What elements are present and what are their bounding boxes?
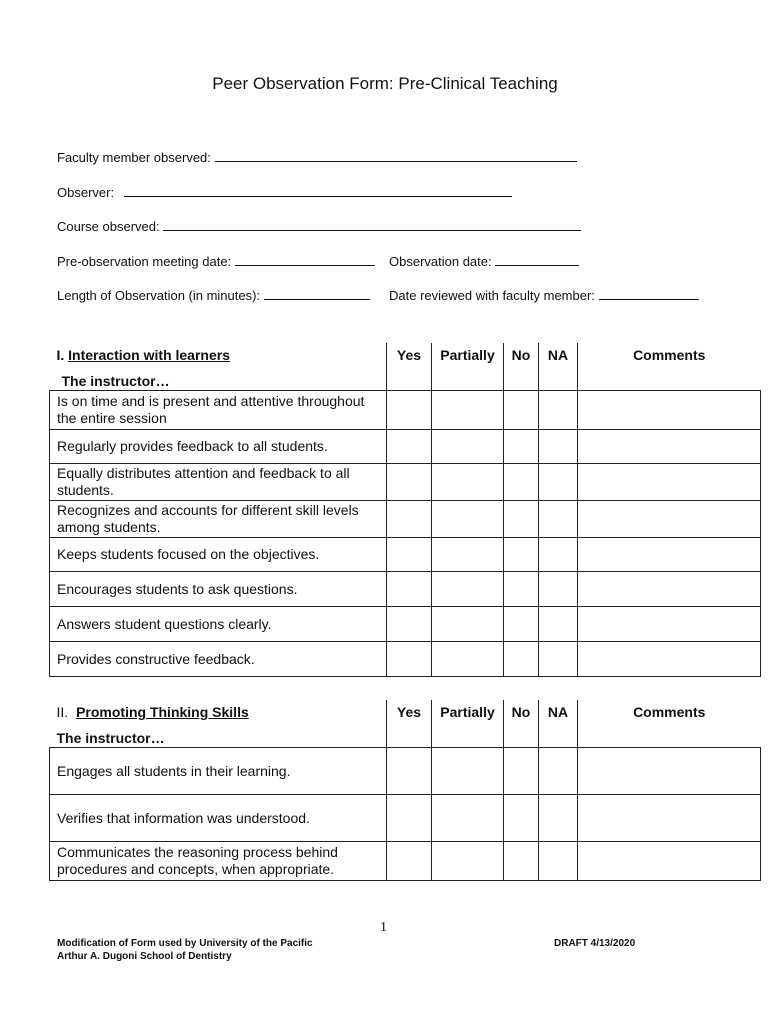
yes-cell[interactable] bbox=[387, 748, 432, 795]
na-cell[interactable] bbox=[539, 430, 578, 464]
no-cell[interactable] bbox=[504, 795, 539, 842]
partially-cell[interactable] bbox=[432, 607, 504, 642]
table-row bbox=[50, 391, 761, 430]
observer-field bbox=[57, 185, 512, 200]
section-1-number: I. bbox=[56, 347, 65, 363]
section-2-title: Promoting Thinking Skills bbox=[76, 704, 249, 720]
yes-cell[interactable] bbox=[387, 391, 432, 430]
no-cell[interactable] bbox=[504, 430, 539, 464]
comments-cell[interactable] bbox=[578, 538, 761, 572]
reviewed-field bbox=[389, 288, 699, 303]
col-no: No bbox=[504, 700, 539, 748]
table-row bbox=[50, 538, 761, 572]
partially-cell[interactable] bbox=[432, 391, 504, 430]
na-cell[interactable] bbox=[539, 464, 578, 501]
partially-cell[interactable] bbox=[432, 642, 504, 677]
no-cell[interactable] bbox=[504, 501, 539, 538]
col-no: No bbox=[504, 343, 539, 391]
yes-cell[interactable] bbox=[387, 538, 432, 572]
na-cell[interactable] bbox=[539, 795, 578, 842]
partially-cell[interactable] bbox=[432, 430, 504, 464]
partially-cell[interactable] bbox=[432, 795, 504, 842]
footer-line-2: Arthur A. Dugoni School of Dentistry bbox=[57, 951, 232, 962]
faculty-field bbox=[57, 150, 577, 165]
criterion-label: Provides constructive feedback. bbox=[50, 642, 387, 677]
col-yes: Yes bbox=[387, 343, 432, 391]
table-row bbox=[50, 795, 761, 842]
na-cell[interactable] bbox=[539, 842, 578, 881]
criterion-label: Encourages students to ask questions. bbox=[50, 572, 387, 607]
criterion-label: Engages all students in their learning. bbox=[50, 748, 387, 795]
comments-cell[interactable] bbox=[578, 842, 761, 881]
na-cell[interactable] bbox=[539, 607, 578, 642]
reviewed-label: Date reviewed with faculty member: bbox=[389, 288, 595, 303]
section-2-instructor: The instructor… bbox=[56, 730, 165, 746]
draft-label: DRAFT 4/13/2020 bbox=[554, 938, 636, 949]
col-na: NA bbox=[539, 343, 578, 391]
na-cell[interactable] bbox=[539, 501, 578, 538]
form-title: Peer Observation Form: Pre-Clinical Teaching bbox=[212, 74, 558, 93]
pre-meeting-label: Pre-observation meeting date: bbox=[57, 254, 232, 269]
faculty-blank[interactable] bbox=[215, 150, 577, 162]
criterion-label: Regularly provides feedback to all students. bbox=[50, 430, 387, 464]
table-row bbox=[50, 572, 761, 607]
col-partially: Partially bbox=[432, 343, 504, 391]
observation-date-blank[interactable] bbox=[495, 254, 579, 266]
course-blank[interactable] bbox=[163, 219, 581, 231]
page-number: 1 bbox=[380, 920, 387, 935]
criterion-label: Answers student questions clearly. bbox=[50, 607, 387, 642]
criterion-label: Verifies that information was understood. bbox=[50, 795, 387, 842]
no-cell[interactable] bbox=[504, 464, 539, 501]
partially-cell[interactable] bbox=[432, 464, 504, 501]
criterion-label: Equally distributes attention and feedback to all students. bbox=[50, 464, 387, 501]
table-row bbox=[50, 501, 761, 538]
no-cell[interactable] bbox=[504, 642, 539, 677]
na-cell[interactable] bbox=[539, 642, 578, 677]
no-cell[interactable] bbox=[504, 572, 539, 607]
comments-cell[interactable] bbox=[578, 464, 761, 501]
na-cell[interactable] bbox=[539, 572, 578, 607]
no-cell[interactable] bbox=[504, 391, 539, 430]
pre-meeting-field bbox=[57, 254, 375, 269]
criterion-label: Communicates the reasoning process behind procedures and concepts, when appropriate. bbox=[50, 842, 387, 881]
yes-cell[interactable] bbox=[387, 607, 432, 642]
yes-cell[interactable] bbox=[387, 464, 432, 501]
comments-cell[interactable] bbox=[578, 501, 761, 538]
comments-cell[interactable] bbox=[578, 572, 761, 607]
col-comments: Comments bbox=[578, 343, 761, 391]
partially-cell[interactable] bbox=[432, 842, 504, 881]
comments-cell[interactable] bbox=[578, 430, 761, 464]
comments-cell[interactable] bbox=[578, 391, 761, 430]
na-cell[interactable] bbox=[539, 391, 578, 430]
footer-credit bbox=[57, 937, 313, 963]
table-row bbox=[50, 842, 761, 881]
section-1-instructor: The instructor… bbox=[61, 373, 170, 389]
observer-label: Observer: bbox=[57, 185, 115, 200]
table-row bbox=[50, 607, 761, 642]
col-yes: Yes bbox=[387, 700, 432, 748]
no-cell[interactable] bbox=[504, 538, 539, 572]
na-cell[interactable] bbox=[539, 538, 578, 572]
col-partially: Partially bbox=[432, 700, 504, 748]
comments-cell[interactable] bbox=[578, 748, 761, 795]
yes-cell[interactable] bbox=[387, 642, 432, 677]
yes-cell[interactable] bbox=[387, 795, 432, 842]
col-na: NA bbox=[539, 700, 578, 748]
section-1-table bbox=[49, 343, 761, 677]
observer-blank[interactable] bbox=[124, 185, 512, 197]
length-blank[interactable] bbox=[264, 288, 370, 300]
length-field bbox=[57, 288, 370, 303]
observation-date-label: Observation date: bbox=[389, 254, 492, 269]
yes-cell[interactable] bbox=[387, 430, 432, 464]
criterion-label: Recognizes and accounts for different skill levels among students. bbox=[50, 501, 387, 538]
partially-cell[interactable] bbox=[432, 538, 504, 572]
partially-cell[interactable] bbox=[432, 572, 504, 607]
section-2-header-row bbox=[50, 700, 761, 748]
table-row bbox=[50, 464, 761, 501]
comments-cell[interactable] bbox=[578, 607, 761, 642]
criterion-label: Keeps students focused on the objectives. bbox=[50, 538, 387, 572]
section-2-number: II. bbox=[56, 704, 69, 720]
faculty-label: Faculty member observed: bbox=[57, 150, 211, 165]
section-2-heading bbox=[50, 700, 387, 748]
section-1-header-row bbox=[50, 343, 761, 391]
no-cell[interactable] bbox=[504, 607, 539, 642]
no-cell[interactable] bbox=[504, 842, 539, 881]
comments-cell[interactable] bbox=[578, 795, 761, 842]
partially-cell[interactable] bbox=[432, 748, 504, 795]
no-cell[interactable] bbox=[504, 748, 539, 795]
table-row bbox=[50, 748, 761, 795]
length-label: Length of Observation (in minutes): bbox=[57, 288, 261, 303]
course-label: Course observed: bbox=[57, 219, 160, 234]
pre-meeting-blank[interactable] bbox=[235, 254, 375, 266]
yes-cell[interactable] bbox=[387, 842, 432, 881]
reviewed-blank[interactable] bbox=[599, 288, 699, 300]
criterion-label: Is on time and is present and attentive throughout the entire session bbox=[50, 391, 387, 430]
partially-cell[interactable] bbox=[432, 501, 504, 538]
yes-cell[interactable] bbox=[387, 572, 432, 607]
section-2-table bbox=[49, 700, 761, 881]
course-field bbox=[57, 219, 581, 234]
section-1-heading bbox=[50, 343, 387, 391]
comments-cell[interactable] bbox=[578, 642, 761, 677]
yes-cell[interactable] bbox=[387, 501, 432, 538]
na-cell[interactable] bbox=[539, 748, 578, 795]
table-row bbox=[50, 430, 761, 464]
section-1-title: Interaction with learners bbox=[68, 347, 230, 363]
table-row bbox=[50, 642, 761, 677]
col-comments: Comments bbox=[578, 700, 761, 748]
observation-date-field bbox=[389, 254, 579, 269]
footer-line-1: Modification of Form used by University of the Pacific bbox=[57, 938, 313, 949]
